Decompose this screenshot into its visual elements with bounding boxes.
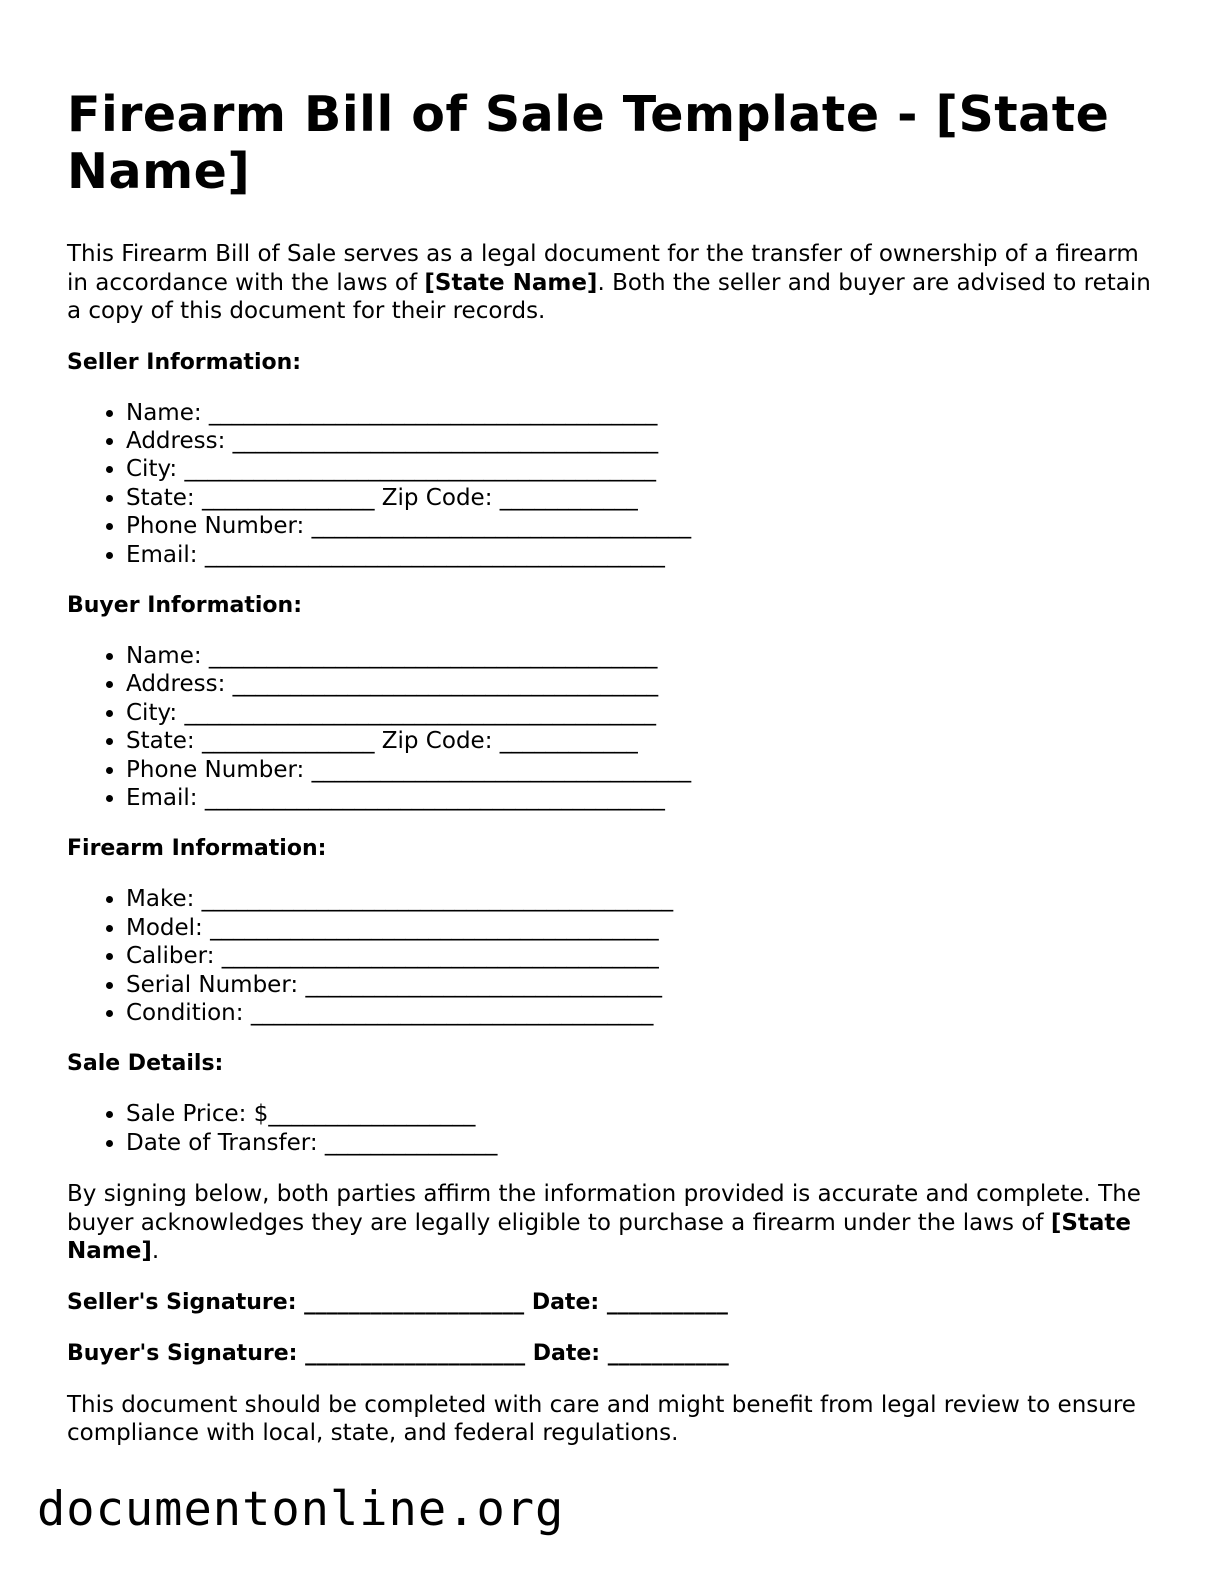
intro-text-2: . Both the seller and buyer are advised to retain a copy of this document for their records.	[67, 269, 1151, 324]
buyer-city-field[interactable]: • City: _________________________________________	[126, 699, 1167, 727]
seller-list	[67, 399, 1167, 569]
affirmation-text-1: By signing below, both parties affirm the information provided is accurate and complete. The buyer acknowledges they are legally eligible to purchase a firearm under the laws of	[67, 1181, 1141, 1236]
seller-name-field[interactable]: • Name: _______________________________________	[126, 399, 1167, 427]
firearm-serial-field[interactable]: • Serial Number: _______________________________	[126, 971, 1167, 999]
firearm-list	[67, 885, 1167, 1027]
seller-state-zip-field[interactable]: • State: _______________ Zip Code: ____________	[126, 484, 1167, 512]
buyer-signature-line[interactable]: Buyer's Signature: ____________________ Date: ___________	[67, 1340, 729, 1366]
seller-city-field[interactable]: • City: _________________________________________	[126, 455, 1167, 483]
affirmation-paragraph	[67, 1180, 1167, 1266]
seller-heading: Seller Information:	[67, 349, 302, 375]
intro-state-name: [State Name]	[424, 269, 598, 296]
seller-email-field[interactable]: • Email: ________________________________________	[126, 541, 1167, 569]
affirmation-text-2: .	[151, 1238, 160, 1265]
seller-signature-line[interactable]: Seller's Signature: ____________________ Date: ___________	[67, 1289, 728, 1315]
document-page	[67, 86, 1167, 1448]
buyer-phone-field[interactable]: • Phone Number: _________________________________	[126, 756, 1167, 784]
seller-address-field[interactable]: • Address: _____________________________________	[126, 427, 1167, 455]
intro-paragraph	[67, 240, 1167, 326]
firearm-condition-field[interactable]: • Condition: ___________________________________	[126, 999, 1167, 1027]
transfer-date-field[interactable]: • Date of Transfer: _______________	[126, 1129, 1167, 1157]
buyer-list	[67, 642, 1167, 812]
page-title: Firearm Bill of Sale Template - [State Name]	[67, 86, 1110, 200]
buyer-state-zip-field[interactable]: • State: _______________ Zip Code: ____________	[126, 727, 1167, 755]
sale-price-field[interactable]: • Sale Price: $__________________	[126, 1100, 1167, 1128]
sale-heading: Sale Details:	[67, 1051, 224, 1077]
firearm-make-field[interactable]: • Make: _________________________________________	[126, 885, 1167, 913]
watermark: documentonline.org	[37, 1482, 565, 1537]
buyer-email-field[interactable]: • Email: ________________________________________	[126, 784, 1167, 812]
firearm-model-field[interactable]: • Model: _______________________________________	[126, 914, 1167, 942]
seller-phone-field[interactable]: • Phone Number: _________________________________	[126, 512, 1167, 540]
footer-note: This document should be completed with care and might benefit from legal review to ensure compliance with local, state, and federal regulations.	[67, 1391, 1136, 1447]
buyer-name-field[interactable]: • Name: _______________________________________	[126, 642, 1167, 670]
sale-list	[67, 1100, 1167, 1157]
buyer-heading: Buyer Information:	[67, 592, 302, 618]
intro-text-1: This Firearm Bill of Sale serves as a legal document for the transfer of ownership of a firearm in accordance with the laws of	[67, 241, 1139, 296]
firearm-heading: Firearm Information:	[67, 836, 327, 862]
affirmation-state-name: [State Name]	[67, 1209, 1132, 1265]
firearm-caliber-field[interactable]: • Caliber: ______________________________________	[126, 942, 1167, 970]
buyer-address-field[interactable]: • Address: _____________________________________	[126, 670, 1167, 698]
